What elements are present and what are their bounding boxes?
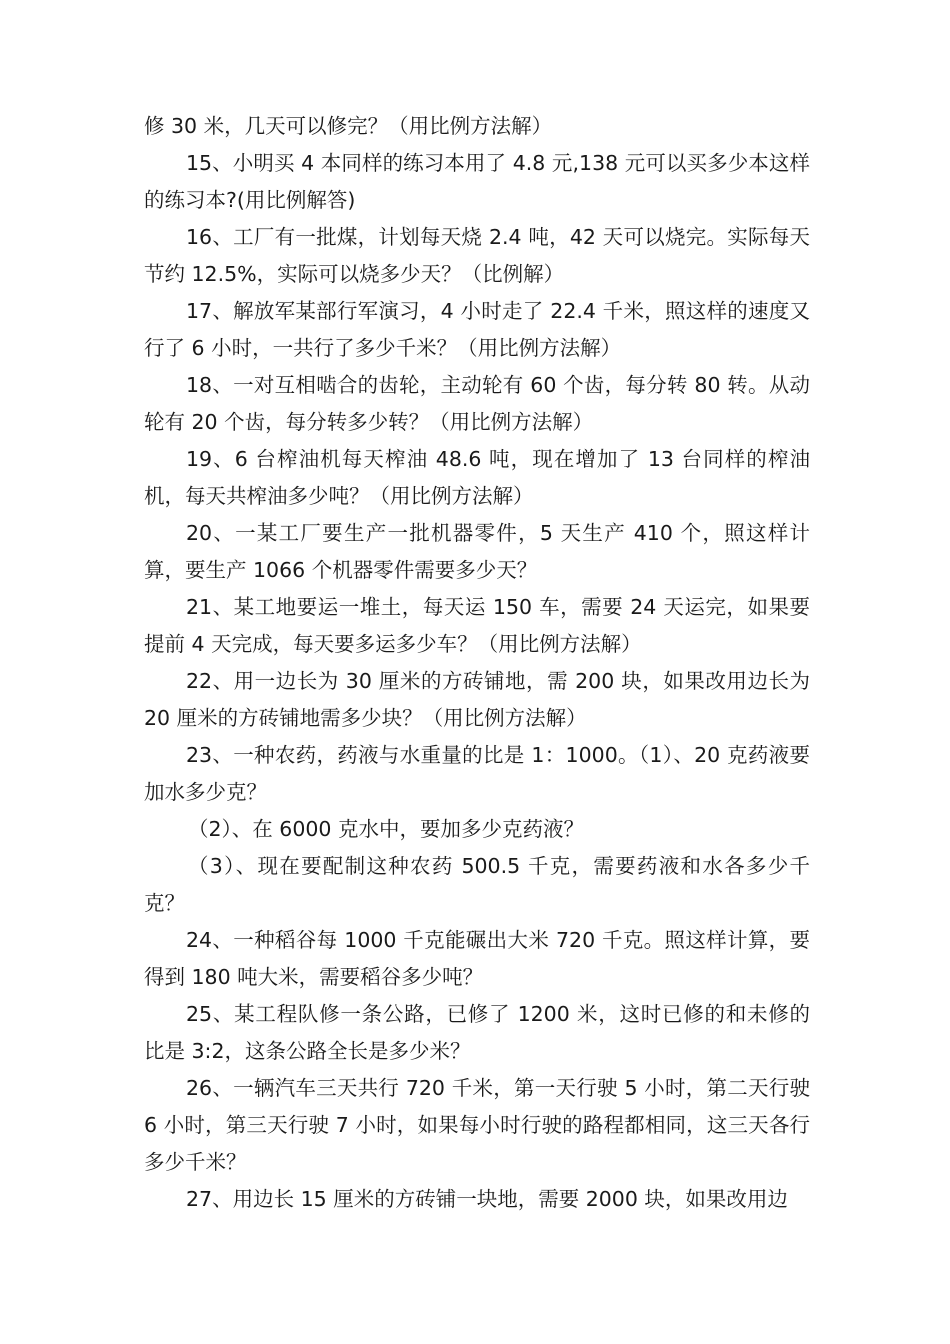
paragraph-problem-15: 15、小明买 4 本同样的练习本用了 4.8 元,138 元可以买多少本这样的练习本?(用比例解答) bbox=[144, 151, 810, 212]
paragraph-problem-19: 19、6 台榨油机每天榨油 48.6 吨，现在增加了 13 台同样的榨油机，每天共榨油多少吨？（用比例方法解） bbox=[144, 447, 810, 508]
problem-text-block bbox=[144, 108, 810, 1218]
paragraph-problem-23-part-3: （3）、现在要配制这种农药 500.5 千克，需要药液和水各多少千克？ bbox=[144, 854, 810, 915]
paragraph-problem-16: 16、工厂有一批煤，计划每天烧 2.4 吨，42 天可以烧完。实际每天节约 12.5%，实际可以烧多少天？（比例解） bbox=[144, 225, 810, 286]
paragraph-problem-17: 17、解放军某部行军演习，4 小时走了 22.4 千米，照这样的速度又行了 6 小时，一共行了多少千米？（用比例方法解） bbox=[144, 299, 810, 360]
paragraph-problem-21: 21、某工地要运一堆土，每天运 150 车，需要 24 天运完，如果要提前 4 天完成，每天要多运多少车？（用比例方法解） bbox=[144, 595, 810, 656]
paragraph-problem-23-part-2: （2）、在 6000 克水中，要加多少克药液？ bbox=[188, 817, 584, 841]
paragraph-problem-27: 27、用边长 15 厘米的方砖铺一块地，需要 2000 块，如果改用边 bbox=[186, 1187, 788, 1211]
paragraph-problem-20: 20、一某工厂要生产一批机器零件，5 天生产 410 个，照这样计算，要生产 1066 个机器零件需要多少天？ bbox=[144, 521, 810, 582]
paragraph-problem-22: 22、用一边长为 30 厘米的方砖铺地，需 200 块，如果改用边长为 20 厘米的方砖铺地需多少块？（用比例方法解） bbox=[144, 669, 810, 730]
paragraph-problem-25: 25、某工程队修一条公路，已修了 1200 米，这时已修的和未修的比是 3:2，这条公路全长是多少米？ bbox=[144, 1002, 810, 1063]
paragraph-problem-24: 24、一种稻谷每 1000 千克能碾出大米 720 千克。照这样计算，要得到 180 吨大米，需要稻谷多少吨？ bbox=[144, 928, 810, 989]
paragraph-problem-23: 23、一种农药，药液与水重量的比是 1：1000。（1）、20 克药液要加水多少克？ bbox=[144, 743, 810, 804]
paragraph-problem-18: 18、一对互相啮合的齿轮，主动轮有 60 个齿，每分转 80 转。从动轮有 20 个齿，每分转多少转？（用比例方法解） bbox=[144, 373, 810, 434]
paragraph-problem-14-continued: 修 30 米，几天可以修完？（用比例方法解） bbox=[144, 114, 553, 138]
paragraph-problem-26: 26、一辆汽车三天共行 720 千米，第一天行驶 5 小时，第二天行驶 6 小时，第三天行驶 7 小时，如果每小时行驶的路程都相同，这三天各行多少千米？ bbox=[144, 1076, 810, 1174]
